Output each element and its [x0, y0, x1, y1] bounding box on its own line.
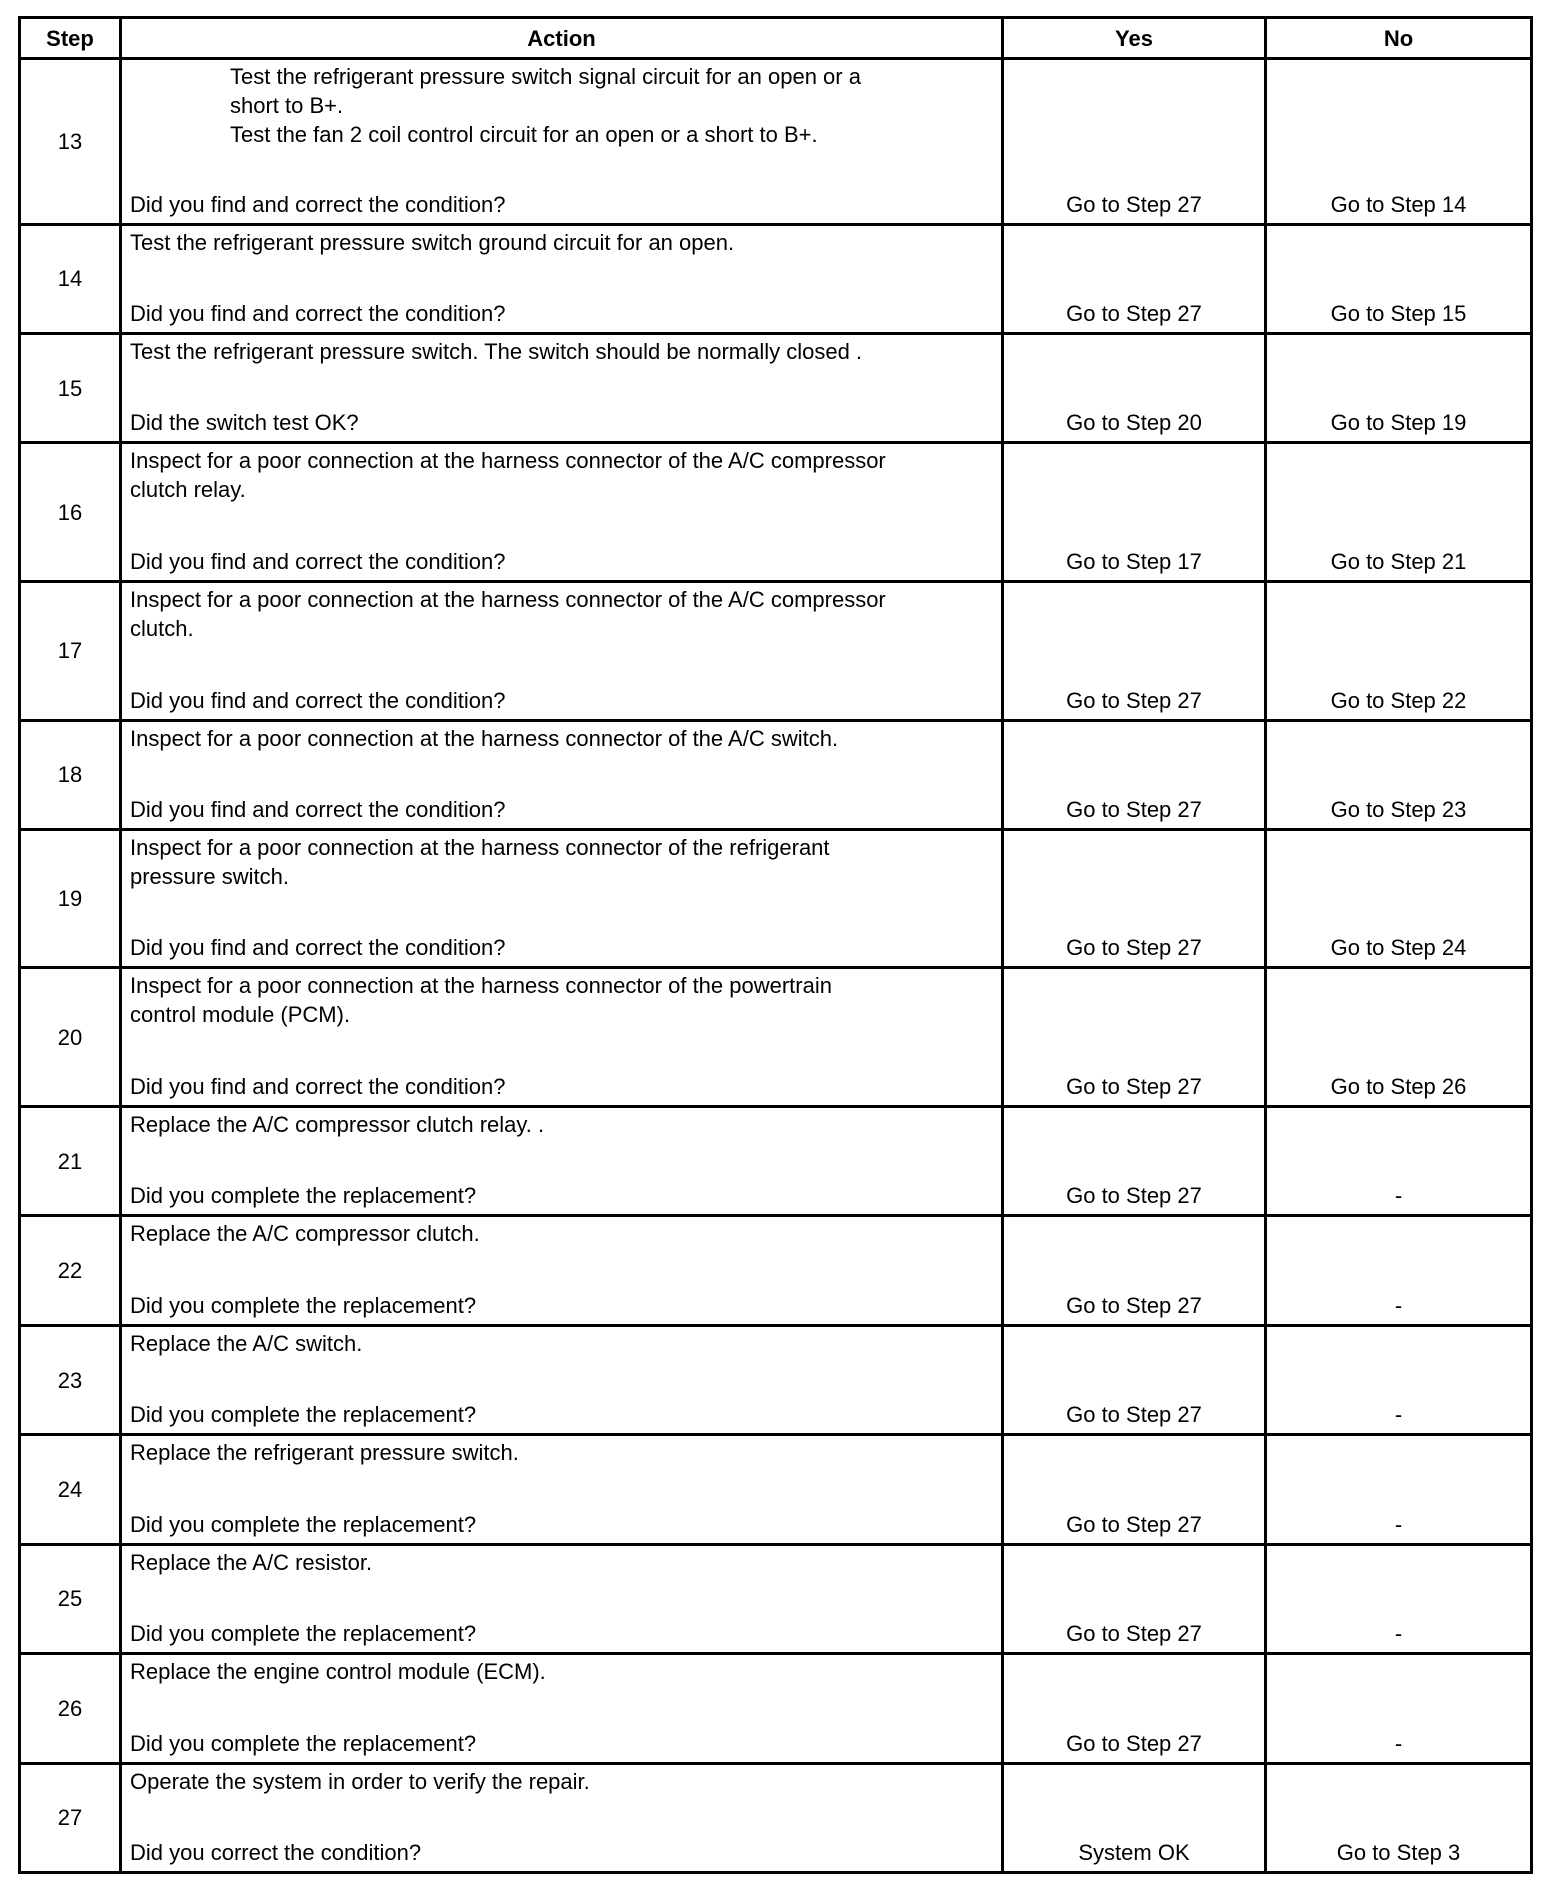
- table-row: [20, 1763, 1532, 1872]
- action-cell: [121, 59, 1003, 225]
- action-instruction: [122, 1765, 1001, 1796]
- action-line: pressure switch.: [130, 863, 289, 889]
- action-cell: [121, 443, 1003, 582]
- step-number: 19: [20, 829, 121, 968]
- action-line: Test the refrigerant pressure switch signal circuit for an open or a: [230, 64, 861, 89]
- step-number: 25: [20, 1544, 121, 1653]
- header-step: Step: [20, 18, 121, 59]
- action-cell: [121, 1216, 1003, 1325]
- action-cell: [121, 1763, 1003, 1872]
- action-content: [122, 1765, 1001, 1871]
- header-action: Action: [121, 18, 1003, 59]
- action-question: Did you complete the replacement?: [130, 1402, 477, 1428]
- step-number: 24: [20, 1435, 121, 1544]
- table-row: [20, 334, 1532, 443]
- action-content: [122, 60, 1001, 223]
- no-outcome: -: [1266, 1325, 1532, 1434]
- action-line: Replace the A/C switch.: [130, 1330, 363, 1356]
- table-row: [20, 1107, 1532, 1216]
- action-instruction: [122, 444, 1001, 504]
- no-outcome: Go to Step 3: [1266, 1763, 1532, 1872]
- action-line: Inspect for a poor connection at the harness connector of the A/C compressor: [130, 448, 886, 474]
- no-outcome: Go to Step 24: [1266, 829, 1532, 968]
- action-instruction: [122, 226, 1001, 257]
- no-outcome: Go to Step 22: [1266, 582, 1532, 721]
- action-content: [122, 1546, 1001, 1652]
- action-question: Did you find and correct the condition?: [130, 796, 506, 822]
- yes-outcome: Go to Step 27: [1003, 582, 1266, 721]
- action-line: Operate the system in order to verify the repair.: [130, 1768, 590, 1794]
- table-row: [20, 1216, 1532, 1325]
- yes-outcome: Go to Step 27: [1003, 1435, 1266, 1544]
- table-row: [20, 582, 1532, 721]
- table-row: [20, 1435, 1532, 1544]
- table-row: [20, 1544, 1532, 1653]
- step-number: 20: [20, 968, 121, 1107]
- table-row: [20, 1325, 1532, 1434]
- step-number: 14: [20, 224, 121, 333]
- step-number: 23: [20, 1325, 121, 1434]
- action-instruction: [122, 1546, 1001, 1577]
- action-question: Did you find and correct the condition?: [130, 191, 506, 217]
- yes-outcome: Go to Step 27: [1003, 720, 1266, 829]
- yes-outcome: System OK: [1003, 1763, 1266, 1872]
- action-cell: [121, 968, 1003, 1107]
- action-question: Did you find and correct the condition?: [130, 935, 506, 961]
- yes-outcome: Go to Step 27: [1003, 1654, 1266, 1763]
- diagnostic-table: [18, 16, 1533, 1874]
- action-instruction: [122, 831, 1001, 891]
- action-line: Inspect for a poor connection at the harness connector of the A/C switch.: [130, 725, 839, 751]
- action-content: [122, 831, 1001, 967]
- action-content: [122, 1436, 1001, 1542]
- no-outcome: Go to Step 26: [1266, 968, 1532, 1107]
- action-instruction: [122, 60, 1001, 149]
- header-row: [20, 18, 1532, 59]
- yes-outcome: Go to Step 27: [1003, 1544, 1266, 1653]
- action-line: Replace the A/C resistor.: [130, 1549, 373, 1575]
- action-content: [122, 335, 1001, 441]
- action-cell: [121, 829, 1003, 968]
- yes-outcome: Go to Step 27: [1003, 829, 1266, 968]
- action-content: [122, 1217, 1001, 1323]
- action-content: [122, 226, 1001, 332]
- no-outcome: -: [1266, 1216, 1532, 1325]
- action-question: Did you find and correct the condition?: [130, 687, 506, 713]
- action-line: clutch relay.: [130, 477, 246, 503]
- table-row: [20, 1654, 1532, 1763]
- header-yes: Yes: [1003, 18, 1266, 59]
- action-cell: [121, 1325, 1003, 1434]
- action-instruction: [122, 335, 1001, 366]
- action-cell: [121, 1654, 1003, 1763]
- action-content: [122, 1327, 1001, 1433]
- action-instruction: [122, 969, 1001, 1029]
- step-number: 22: [20, 1216, 121, 1325]
- action-line: Test the refrigerant pressure switch ground circuit for an open.: [130, 229, 735, 255]
- action-instruction: [122, 583, 1001, 643]
- action-line: Replace the A/C compressor clutch relay. .: [130, 1112, 545, 1138]
- step-number: 16: [20, 443, 121, 582]
- action-line: Inspect for a poor connection at the harness connector of the A/C compressor: [130, 587, 886, 612]
- action-question: Did you complete the replacement?: [130, 1730, 477, 1756]
- step-number: 15: [20, 334, 121, 443]
- no-outcome: Go to Step 23: [1266, 720, 1532, 829]
- yes-outcome: Go to Step 27: [1003, 59, 1266, 225]
- action-content: [122, 1655, 1001, 1761]
- action-content: [122, 444, 1001, 580]
- action-instruction: [122, 1217, 1001, 1248]
- step-number: 27: [20, 1763, 121, 1872]
- action-question: Did the switch test OK?: [130, 410, 359, 436]
- action-cell: [121, 1544, 1003, 1653]
- yes-outcome: Go to Step 17: [1003, 443, 1266, 582]
- action-instruction: [122, 1655, 1001, 1686]
- action-question: Did you complete the replacement?: [130, 1621, 477, 1647]
- action-line: Replace the refrigerant pressure switch.: [130, 1440, 519, 1466]
- action-question: Did you complete the replacement?: [130, 1511, 477, 1537]
- action-line: Test the fan 2 coil control circuit for an open or a short to B+.: [230, 122, 818, 147]
- action-line: Replace the A/C compressor clutch.: [130, 1221, 480, 1247]
- action-line: Inspect for a poor connection at the harness connector of the refrigerant: [130, 834, 830, 860]
- table-row: [20, 443, 1532, 582]
- action-question: Did you correct the condition?: [130, 1840, 422, 1865]
- action-line: control module (PCM).: [130, 1002, 351, 1028]
- no-outcome: Go to Step 14: [1266, 59, 1532, 225]
- action-content: [122, 722, 1001, 828]
- action-line: Inspect for a poor connection at the harness connector of the powertrain: [130, 973, 832, 999]
- action-cell: [121, 582, 1003, 721]
- yes-outcome: Go to Step 27: [1003, 1107, 1266, 1216]
- action-question: Did you find and correct the condition?: [130, 549, 506, 574]
- action-cell: [121, 1107, 1003, 1216]
- action-instruction: [122, 1327, 1001, 1358]
- no-outcome: -: [1266, 1107, 1532, 1216]
- table-row: [20, 829, 1532, 968]
- action-line: clutch.: [130, 616, 194, 641]
- action-question: Did you complete the replacement?: [130, 1292, 477, 1318]
- action-question: Did you find and correct the condition?: [130, 1074, 506, 1100]
- table-row: [20, 224, 1532, 333]
- action-cell: [121, 224, 1003, 333]
- step-number: 21: [20, 1107, 121, 1216]
- action-question: Did you complete the replacement?: [130, 1183, 477, 1209]
- yes-outcome: Go to Step 27: [1003, 968, 1266, 1107]
- no-outcome: Go to Step 21: [1266, 443, 1532, 582]
- no-outcome: -: [1266, 1544, 1532, 1653]
- table-row: [20, 720, 1532, 829]
- action-content: [122, 1108, 1001, 1214]
- no-outcome: Go to Step 19: [1266, 334, 1532, 443]
- step-number: 18: [20, 720, 121, 829]
- action-instruction: [122, 1436, 1001, 1467]
- yes-outcome: Go to Step 27: [1003, 1325, 1266, 1434]
- no-outcome: Go to Step 15: [1266, 224, 1532, 333]
- no-outcome: -: [1266, 1435, 1532, 1544]
- step-number: 17: [20, 582, 121, 721]
- yes-outcome: Go to Step 20: [1003, 334, 1266, 443]
- table-row: [20, 59, 1532, 225]
- no-outcome: -: [1266, 1654, 1532, 1763]
- yes-outcome: Go to Step 27: [1003, 224, 1266, 333]
- action-content: [122, 969, 1001, 1105]
- action-cell: [121, 1435, 1003, 1544]
- action-content: [122, 583, 1001, 719]
- header-no: No: [1266, 18, 1532, 59]
- step-number: 26: [20, 1654, 121, 1763]
- action-instruction: [122, 1108, 1001, 1139]
- step-number: 13: [20, 59, 121, 225]
- action-line: Replace the engine control module (ECM).: [130, 1659, 546, 1685]
- action-cell: [121, 334, 1003, 443]
- table-row: [20, 968, 1532, 1107]
- action-line: short to B+.: [230, 93, 344, 118]
- action-line: Test the refrigerant pressure switch. The switch should be normally closed .: [130, 339, 863, 365]
- action-instruction: [122, 722, 1001, 753]
- action-cell: [121, 720, 1003, 829]
- action-question: Did you find and correct the condition?: [130, 301, 506, 327]
- yes-outcome: Go to Step 27: [1003, 1216, 1266, 1325]
